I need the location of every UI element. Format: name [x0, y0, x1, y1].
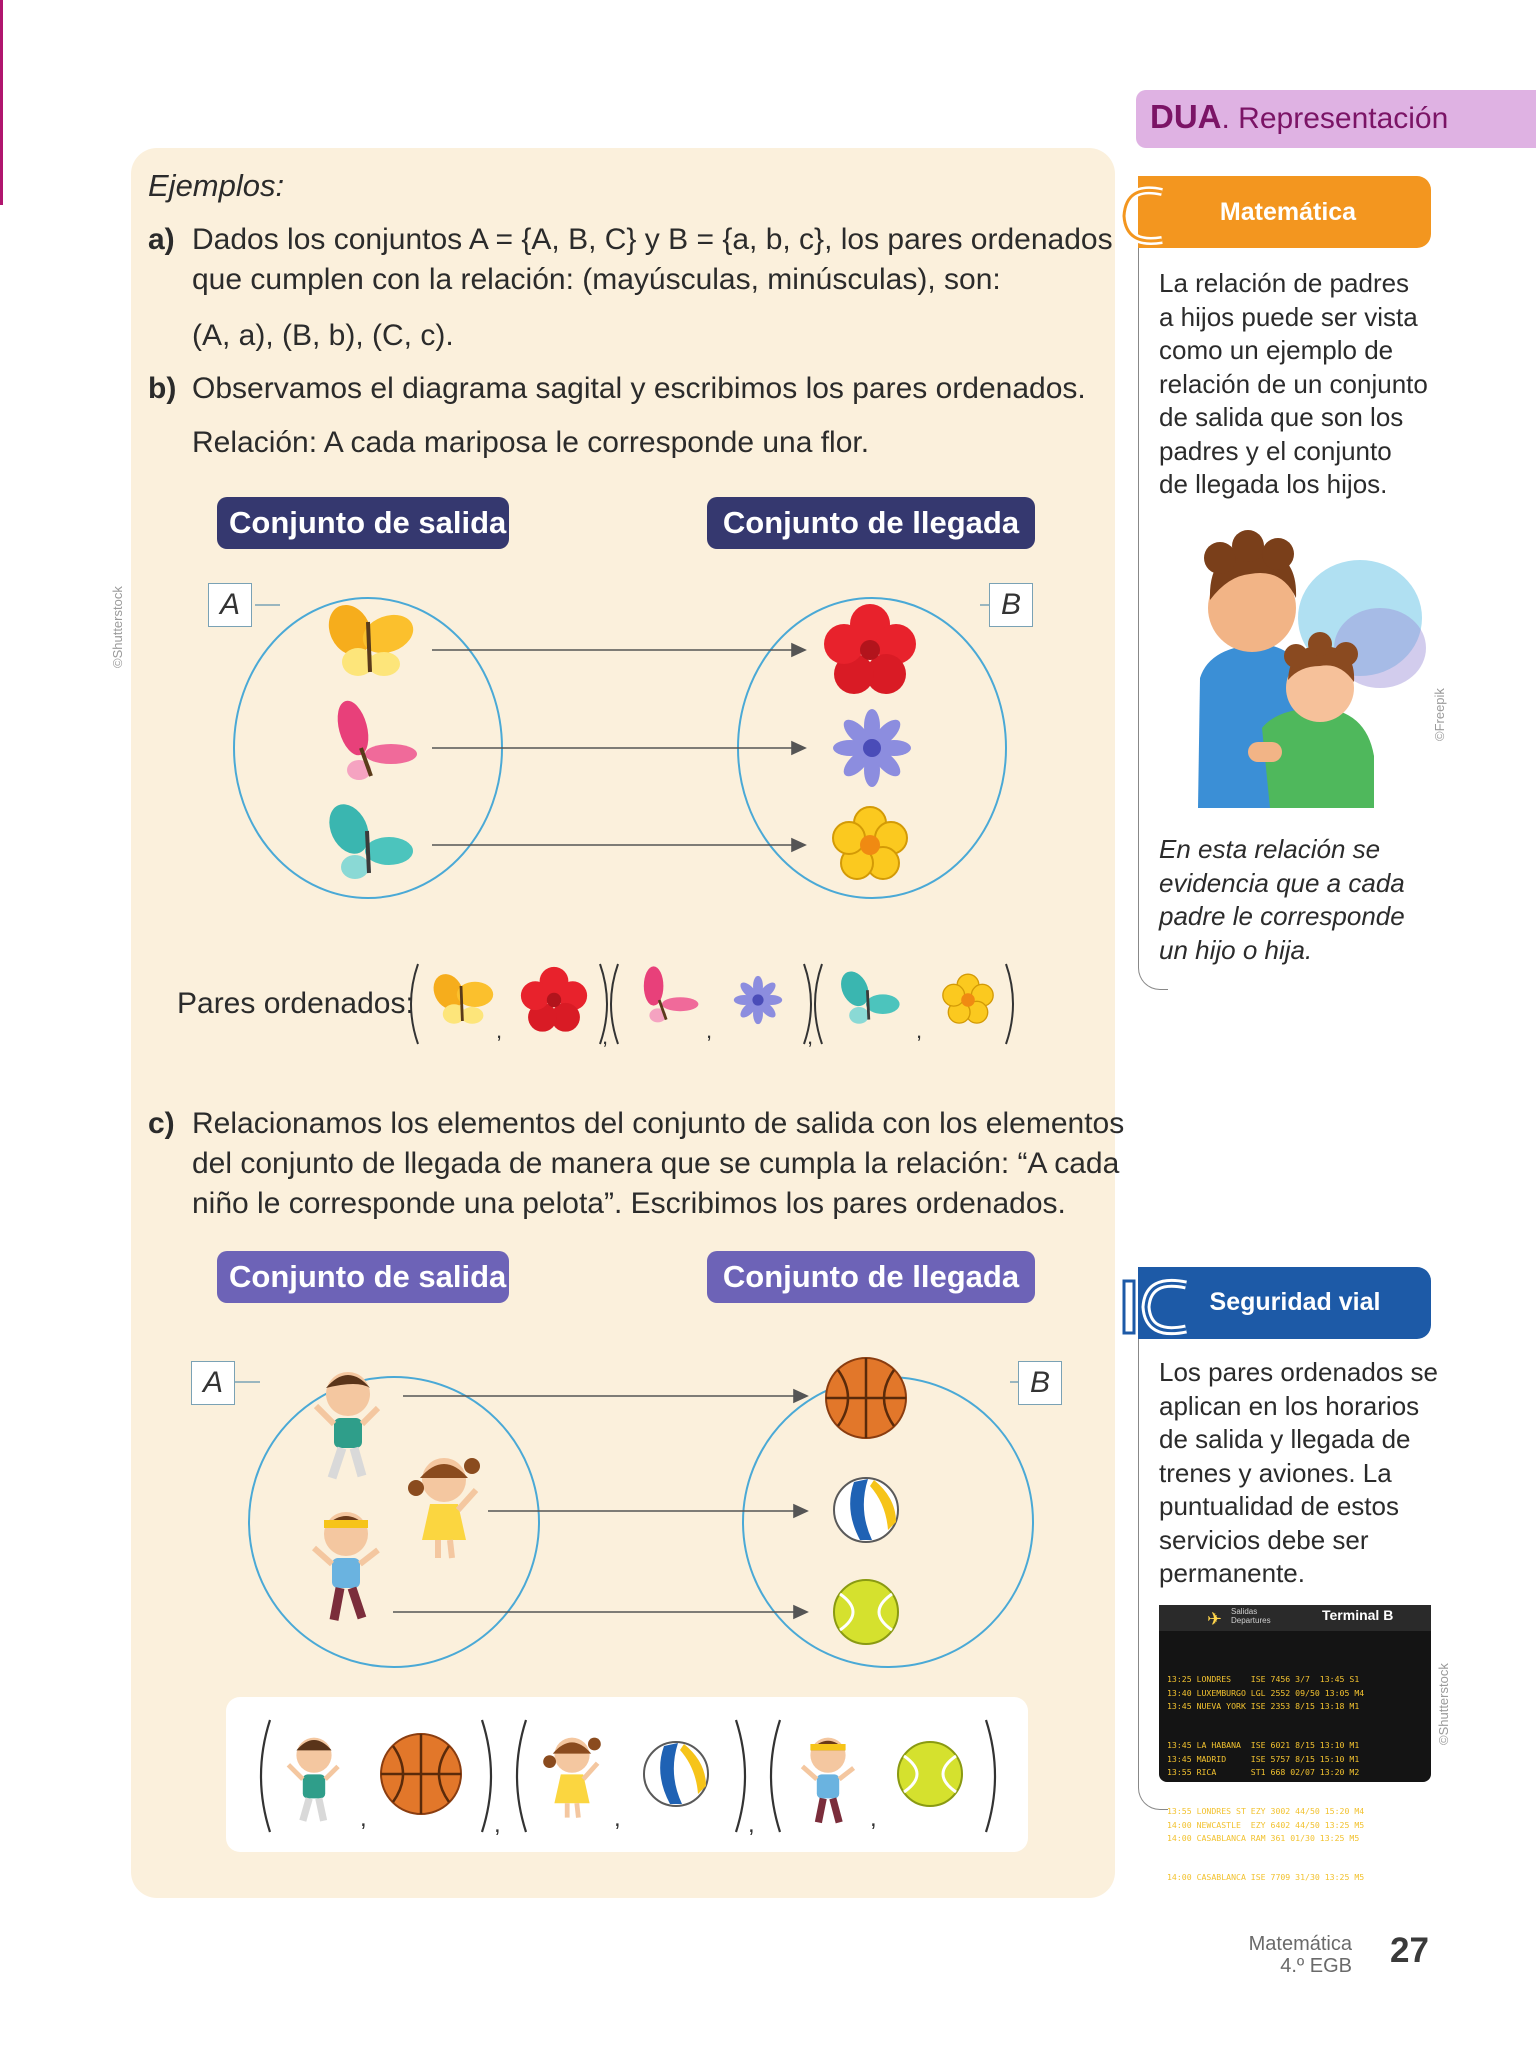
set-out-pill-b: Conjunto de salida: [217, 497, 509, 549]
seguridad-line: trenes y aviones. La: [1159, 1457, 1392, 1488]
matematica-tab-label: Matemática: [1219, 198, 1357, 226]
pair-tennis-ball-icon: [898, 1742, 962, 1806]
svg-text:,: ,: [360, 1805, 367, 1832]
pair-hibiscus-red-icon: [521, 967, 587, 1032]
matematica-line: La relación de padres: [1159, 268, 1410, 298]
girl-yellow-dress-icon: [408, 1458, 480, 1558]
svg-text:,: ,: [807, 1024, 814, 1049]
matematica-italic-text: [1159, 833, 1405, 967]
basketball-icon: [826, 1358, 906, 1438]
matematica-line: como un ejemplo de: [1159, 335, 1394, 365]
matematica-line: de llegada los hijos.: [1159, 469, 1388, 499]
pair-butterfly-teal-icon: [836, 967, 900, 1024]
examples-title: Ejemplos:: [148, 168, 285, 203]
dua-title: [1150, 98, 1448, 136]
matematica-text: [1159, 267, 1428, 502]
matematica-italic-line: En esta relación se: [1159, 834, 1381, 864]
volleyball-icon: [834, 1478, 898, 1542]
pair-girl-yellow-icon: [543, 1738, 601, 1818]
matematica-line: padres y el conjunto: [1159, 435, 1392, 466]
pairs-label: Pares ordenados:: [177, 987, 414, 1020]
dua-rest: . Representación: [1221, 102, 1449, 135]
pair-butterfly-yellow-icon: [428, 969, 493, 1024]
item-a-line1: Dados los conjuntos A = {A, B, C} y B = {a, b, c}, los pares ordenados: [192, 223, 1113, 256]
set-b-label-c: B: [1018, 1361, 1062, 1405]
board-header: Salidas Departures: [1231, 1607, 1271, 1625]
seguridad-line: Los pares ordenados se: [1159, 1357, 1438, 1387]
boy-green-shirt-icon: [316, 1372, 378, 1478]
pair-flower-yellow-icon: [943, 974, 993, 1023]
seguridad-line: servicios debe ser: [1159, 1524, 1369, 1555]
father-son-illustration: [1170, 528, 1430, 808]
hibiscus-red-icon: [824, 604, 916, 694]
item-c-line2: del conjunto de llegada de manera que se cumpla la relación: “A cada: [192, 1147, 1120, 1180]
item-a-line2: que cumplen con la relación: (mayúsculas, minúsculas), son:: [192, 263, 1001, 296]
set-a-label-c: A: [191, 1361, 235, 1405]
board-title: Terminal B: [1322, 1607, 1394, 1623]
footer-subject: [1180, 1933, 1352, 1977]
item-c-line3: niño le corresponde una pelota”. Escribimos los pares ordenados.: [192, 1187, 1066, 1220]
matematica-italic-line: evidencia que a cada: [1159, 867, 1405, 898]
butterfly-yellow-icon: [321, 598, 419, 676]
set-in-pill-b: Conjunto de llegada: [707, 497, 1035, 549]
seguridad-line: puntualidad de estos: [1159, 1491, 1399, 1521]
svg-text:,: ,: [614, 1805, 621, 1832]
page-margin-line: [0, 0, 3, 205]
seguridad-text: [1159, 1356, 1438, 1591]
pair-boy-headband-icon: [802, 1738, 853, 1823]
credit-freepik: ©Freepik: [1432, 688, 1447, 741]
sagittal-diagram-kids-balls: [200, 1340, 1080, 1670]
pair-volleyball-icon: [644, 1742, 708, 1806]
item-b-relation: Relación: A cada mariposa le corresponde una flor.: [192, 426, 870, 459]
matematica-line: de salida que son los: [1159, 402, 1404, 432]
seguridad-line: aplican en los horarios: [1159, 1390, 1420, 1421]
sagittal-diagram-butterflies: [200, 570, 1080, 900]
c-letter-icon: [1118, 180, 1168, 252]
matematica-italic-line: un hijo o hija.: [1159, 934, 1313, 965]
item-b-label: b): [148, 372, 177, 405]
pair-butterfly-pink-icon: [644, 966, 699, 1022]
item-c-line1: Relacionamos los elementos del conjunto de salida con los elementos: [192, 1107, 1125, 1140]
plane-icon: ✈: [1207, 1609, 1223, 1629]
set-out-pill-c: Conjunto de salida: [217, 1251, 509, 1303]
set-a-label-b: A: [208, 583, 252, 627]
item-a-pairs: (A, a), (B, b), (C, c).: [192, 319, 454, 352]
svg-text:,: ,: [916, 1018, 923, 1043]
svg-text:,: ,: [602, 1024, 609, 1049]
set-in-pill-c: Conjunto de llegada: [707, 1251, 1035, 1303]
svg-text:,: ,: [494, 1811, 501, 1838]
credit-shutterstock-left: ©Shutterstock: [110, 586, 125, 668]
butterfly-pink-icon: [332, 697, 417, 780]
seguridad-line: permanente.: [1159, 1558, 1305, 1588]
svg-text:,: ,: [496, 1018, 503, 1043]
tennis-ball-icon: [834, 1580, 898, 1644]
dua-bold: DUA: [1150, 98, 1222, 135]
footer-subject-name: Matemática: [1248, 1933, 1352, 1955]
daisy-blue-icon: [833, 709, 911, 787]
flower-yellow-icon: [833, 807, 907, 879]
set-b-label-b: B: [989, 583, 1033, 627]
seguridad-tab-label: Seguridad vial: [1209, 1288, 1381, 1316]
svg-text:,: ,: [870, 1805, 877, 1832]
footer-grade: 4.º EGB: [1280, 1955, 1352, 1977]
matematica-line: relación de un conjunto: [1159, 368, 1428, 399]
pair-boy-green-icon: [288, 1738, 338, 1821]
butterfly-teal-icon: [322, 798, 413, 879]
boy-headband-icon: [314, 1512, 378, 1620]
item-c-label: c): [148, 1107, 175, 1140]
svg-text:,: ,: [706, 1018, 713, 1043]
board-rows: 13:25 LONDRES ISE 7456 3/7 13:45 S1 13:40 LUXEMBURGO LGL 2552 09/50 13:05 M4 13:45 NUEVA YORK ISE 2353 8/15 13:18 M1 13:45 LA HABANA ISE 6021 8/15 13:10 M1 13:45 MADRID ISE 5757 8/15 15:10 M1 13:55 RICA ST1 668 02/07 13:20 M2 13:55 LONDRES ST EZY 3002 44/50 15:20 M4 14:00 NEWCASTLE EZY 6402 44/50 13:25 M5 14:00 CASABLANCA RAM 361 01/30 13:25 M5 14:00 CASABLANCA ISE 7709 31/30 13:25 M5: [1167, 1674, 1365, 1883]
departures-board: [1159, 1605, 1431, 1883]
pairs-butterflies-flowers: [404, 958, 1024, 1050]
page-number: 27: [1390, 1931, 1429, 1970]
credit-shutterstock-right: ©Shutterstock: [1436, 1663, 1451, 1745]
svg-text:,: ,: [748, 1811, 755, 1838]
pairs-kids-balls: [250, 1712, 1010, 1842]
pair-basketball-icon: [381, 1734, 461, 1814]
matematica-italic-line: padre le corresponde: [1159, 901, 1405, 931]
pair-daisy-blue-icon: [734, 976, 782, 1024]
item-b-line1: Observamos el diagrama sagital y escribimos los pares ordenados.: [192, 372, 1086, 405]
item-a-label: a): [148, 223, 175, 256]
matematica-line: a hijos puede ser vista: [1159, 301, 1418, 332]
seguridad-line: de salida y llegada de: [1159, 1424, 1411, 1454]
